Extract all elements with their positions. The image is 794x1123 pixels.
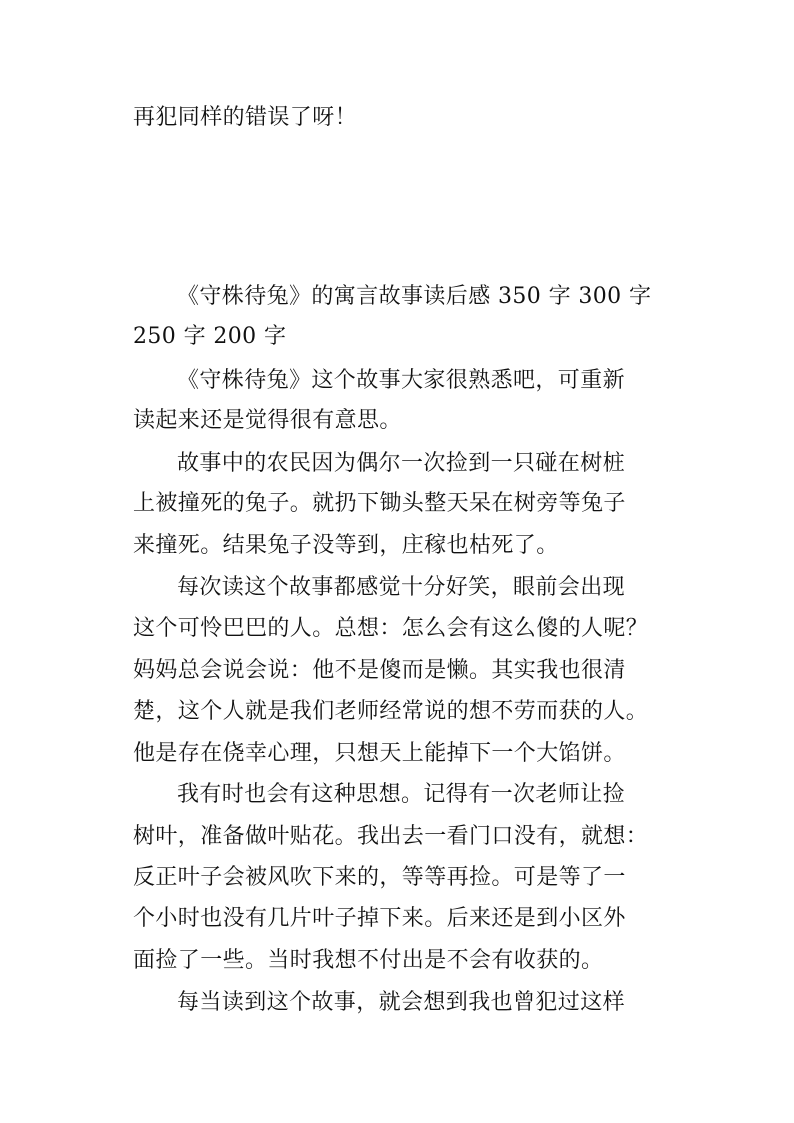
text-line: 反正叶子会被风吹下来的，等等再捡。可是等了一 bbox=[133, 865, 626, 890]
text-line: 妈妈总会说会说：他不是傻而是懒。其实我也很清 bbox=[133, 658, 626, 683]
text-line: 每次读这个故事都感觉十分好笑，眼前会出现 bbox=[177, 575, 626, 600]
text-line: 每当读到这个故事，就会想到我也曾犯过这样 bbox=[177, 990, 626, 1015]
text-line: 这个可怜巴巴的人。总想：怎么会有这么傻的人呢？ bbox=[133, 616, 649, 641]
text-line: 楚，这个人就是我们老师经常说的想不劳而获的人。 bbox=[133, 699, 649, 724]
text-line: 个小时也没有几片叶子掉下来。后来还是到小区外 bbox=[133, 906, 626, 931]
text-line: 我有时也会有这种思想。记得有一次老师让捡 bbox=[177, 782, 626, 807]
text-line: 读起来还是觉得很有意思。 bbox=[133, 408, 402, 433]
text-line: 他是存在侥幸心理，只想天上能掉下一个大馅饼。 bbox=[133, 741, 626, 766]
essay-title: 《守株待兔》的寓言故事读后感 350 字 300 字 bbox=[177, 284, 652, 309]
text-line: 上被撞死的兔子。就扔下锄头整天呆在树旁等兔子 bbox=[133, 491, 626, 516]
essay-title-continued: 250 字 200 字 bbox=[133, 324, 287, 349]
text-line: 《守株待兔》这个故事大家很熟悉吧，可重新 bbox=[177, 368, 626, 393]
text-line: 来撞死。结果兔子没等到，庄稼也枯死了。 bbox=[133, 533, 559, 558]
text-line: 面捡了一些。当时我想不付出是不会有收获的。 bbox=[133, 948, 604, 973]
text-line: 故事中的农民因为偶尔一次捡到一只碰在树桩 bbox=[177, 451, 626, 476]
text-line: 树叶，准备做叶贴花。我出去一看门口没有，就想： bbox=[133, 824, 649, 849]
carryover-line: 再犯同样的错误了呀！ bbox=[133, 105, 358, 130]
